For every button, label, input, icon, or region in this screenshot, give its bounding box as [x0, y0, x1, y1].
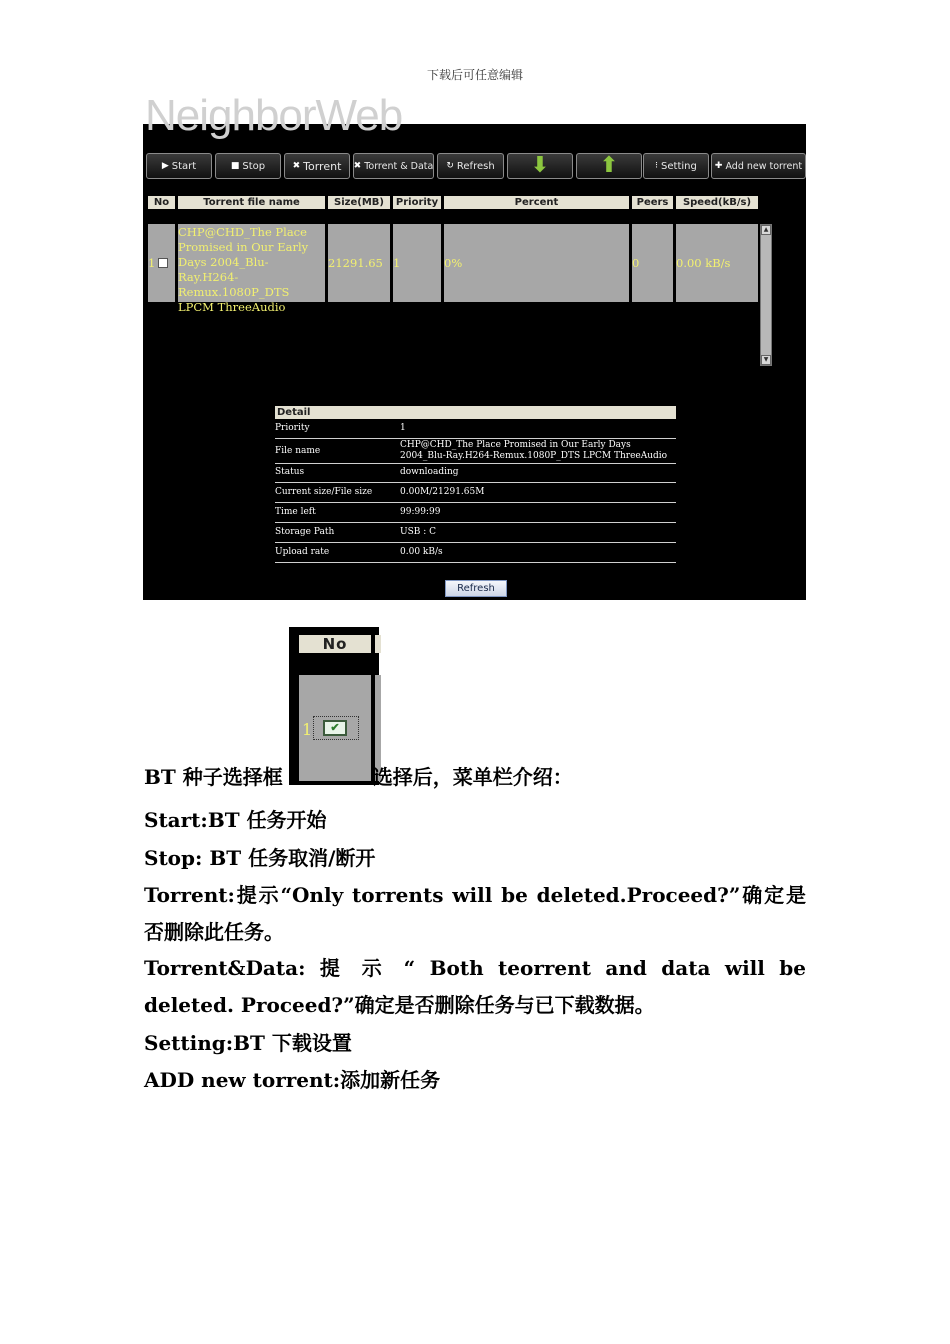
x-icon: ✖	[292, 161, 301, 171]
app-logo: NeighborWeb	[145, 91, 403, 140]
arrow-down-icon: ⬇	[530, 153, 550, 178]
col-header-percent: Percent	[444, 196, 629, 209]
torrent-button[interactable]: ✖ Torrent	[284, 153, 350, 179]
crop-col-header-no: No	[299, 635, 371, 653]
desc-stop: Stop: BT 任务取消/断开	[144, 846, 376, 870]
crop-row-number: 1	[302, 720, 313, 739]
row-peers-cell: 0	[632, 224, 673, 302]
detail-row: File name CHP@CHD_The Place Promised in Our Early Days 2004_Blu-Ray.H264-Remux.1080P_DTS LPCM ThreeAudio	[275, 439, 676, 464]
move-down-button[interactable]	[507, 153, 573, 179]
stop-icon: ■	[230, 161, 240, 171]
detail-row: Time left 99:99:99	[275, 503, 676, 523]
col-header-size: Size(MB)	[328, 196, 390, 209]
setting-button[interactable]: ⁝ Setting	[643, 153, 709, 179]
stop-button[interactable]: ■ Stop	[215, 153, 281, 179]
scroll-down-icon[interactable]: ▼	[761, 355, 771, 365]
arrow-up-icon: ⬆	[599, 153, 619, 178]
setting-icon: ⁝	[655, 161, 659, 171]
row-percent-cell: 0%	[444, 224, 629, 302]
detail-row: Status downloading	[275, 464, 676, 483]
col-header-peers: Peers	[632, 196, 673, 209]
app-screenshot	[143, 91, 806, 600]
play-icon: ▶	[161, 161, 169, 171]
detail-row: Upload rate 0.00 kB/s	[275, 543, 676, 563]
row-checkbox[interactable]	[158, 258, 168, 268]
row-priority-cell: 1	[393, 224, 441, 302]
scroll-up-icon[interactable]: ▲	[761, 225, 771, 235]
plus-icon: ✚	[714, 161, 723, 171]
col-header-no: No	[148, 196, 175, 209]
intro-line: BT 种子选择框 选择后，菜单栏介绍：	[144, 765, 573, 789]
desc-start: Start:BT 任务开始	[144, 808, 327, 832]
row-no-cell: 1	[148, 224, 175, 302]
row-name-cell: CHP@CHD_The Place Promised in Our Early Days 2004_Blu-Ray.H264-Remux.1080P_DTS LPCM ThreeAudio	[178, 224, 325, 302]
page-header: 下载后可任意编辑	[426, 68, 523, 82]
move-up-button[interactable]	[576, 153, 642, 179]
toolbar	[146, 153, 806, 179]
desc-setting: Setting:BT 下载设置	[144, 1031, 352, 1055]
add-new-torrent-button[interactable]: ✚ Add new torrent	[711, 153, 806, 179]
detail-row: Priority 1	[275, 419, 676, 439]
start-button[interactable]: ▶ Start	[146, 153, 212, 179]
refresh-toolbar-button[interactable]: ↻ Refresh	[437, 153, 504, 179]
col-header-speed: Speed(kB/s)	[676, 196, 758, 209]
detail-row: Current size/File size 0.00M/21291.65M	[275, 483, 676, 503]
detail-row: Storage Path USB : C	[275, 523, 676, 543]
checked-checkbox-icon: ✔	[323, 720, 347, 736]
detail-refresh-button[interactable]: Refresh	[445, 580, 507, 597]
detail-panel	[275, 406, 676, 563]
row-speed-cell: 0.00 kB/s	[676, 224, 758, 302]
refresh-icon: ↻	[446, 161, 454, 171]
desc-add-new-torrent: ADD new torrent:添加新任务	[144, 1068, 441, 1092]
col-header-name: Torrent file name	[178, 196, 325, 209]
col-header-priority: Priority	[393, 196, 441, 209]
row-size-cell: 21291.65	[328, 224, 390, 302]
torrent-data-button[interactable]: ✖ Torrent & Data	[353, 153, 434, 179]
detail-title: Detail	[275, 406, 676, 419]
x-icon: ✖	[353, 161, 362, 171]
table-scrollbar[interactable]	[760, 224, 772, 366]
desc-torrent-data: Torrent&Data: 提 示 “ Both teorrent and data will be deleted. Proceed?”确定是否删除任务与已下载数据。	[144, 956, 806, 1017]
desc-torrent: Torrent:提示“Only torrents will be deleted.Proceed?”确定是否删除此任务。	[144, 883, 806, 944]
